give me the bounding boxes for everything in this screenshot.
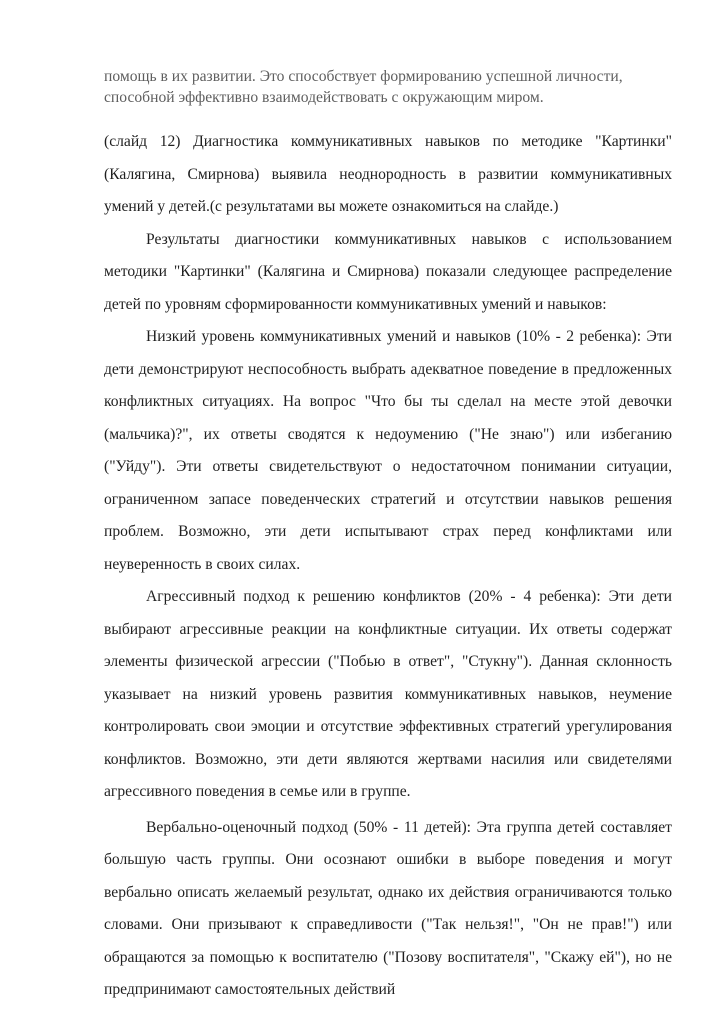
paragraph-diagnostics-slide: (слайд 12) Диагностика коммуникативных навыков по методике "Картинки" (Калягина, Смирнова) выявила неоднородность в развитии коммуникативных умений у детей.(с результатами вы можете ознакомиться на слайде.)	[104, 133, 672, 215]
paragraph-low-level: Низкий уровень коммуникативных умений и навыков (10% - 2 ребенка): Эти дети демонстрируют неспособность выбрать адекватное поведение в предложенных конфликтных ситуациях. На вопрос "Что бы ты сделал на месте этой девочки (мальчика)?", их ответы сводятся к недоумению ("Не знаю") или избеганию ("Уйду"). Эти ответы свидетельствуют о недостаточном понимании ситуации, ограниченном запасе поведенческих стратегий и отсутствии навыков решения проблем. Возможно, эти дети испытывают страх перед конфликтами или неуверенность в своих силах.	[104, 328, 672, 573]
paragraph-verbal-approach: Вербально-оценочный подход (50% - 11 детей): Эта группа детей составляет большую часть группы. Они осознают ошибки в выборе поведения и могут вербально описать желаемый результат, однако их действия ограничиваются только словами. Они призывают к справедливости ("Так нельзя!", "Он не прав!") или обращаются за помощью к воспитателю ("Позову воспитателя", "Скажу ей"), но не предпринимают самостоятельных действий	[104, 818, 672, 998]
main-text	[104, 126, 672, 1007]
paragraph-aggressive-approach: Агрессивный подход к решению конфликтов (20% - 4 ребенка): Эти дети выбирают агрессивные реакции на конфликтные ситуации. Их ответы содержат элементы физической агрессии ("Побью в ответ", "Стукну"). Данная склонность указывает на низкий уровень развития коммуникативных навыков, неумение контролировать свои эмоции и отсутствие эффективных стратегий урегулирования конфликтов. Возможно, эти дети являются жертвами насилия или свидетелями агрессивного поведения в семье или в группе.	[104, 588, 672, 800]
paragraph-results-summary: Результаты диагностики коммуникативных навыков с использованием методики "Картинки" (Калягина и Смирнова) показали следующее распределение детей по уровням сформированности коммуникативных умений и навыков:	[104, 230, 672, 313]
intro-text	[104, 66, 672, 108]
intro-line: способной эффективно взаимодействовать с окружающим миром.	[104, 89, 544, 106]
intro-line: помощь в их развитии. Это способствует формированию успешной личности,	[104, 68, 623, 85]
